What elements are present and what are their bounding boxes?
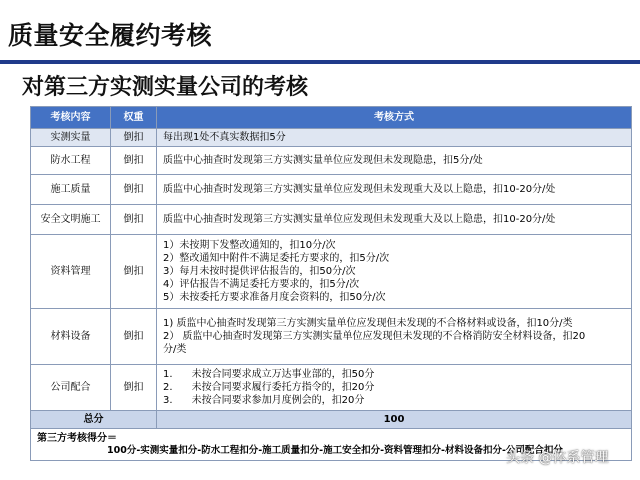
method-line: 5）未按委托方要求准备月度会资料的，扣50分/次 — [163, 292, 386, 303]
row-item: 防水工程 — [31, 147, 111, 175]
row-item: 安全文明施工 — [31, 205, 111, 235]
row-weight: 倒扣 — [111, 129, 157, 147]
method-line: 每出现1处不真实数据扣5分 — [163, 132, 286, 143]
method-line: 2）整改通知中附件不满足委托方要求的，扣5分/次 — [163, 253, 390, 264]
row-item: 施工质量 — [31, 175, 111, 205]
row-method — [157, 175, 632, 205]
row-method — [157, 309, 632, 365]
row-item: 材料设备 — [31, 309, 111, 365]
assessment-table — [30, 106, 632, 461]
method-line: 质监中心抽查时发现第三方实测实量单位应发现但未发现重大及以上隐患，扣10-20分/处 — [163, 184, 556, 195]
row-weight: 倒扣 — [111, 365, 157, 411]
table-row — [31, 365, 632, 411]
table-row — [31, 175, 632, 205]
watermark: 头条 @体系管理 — [506, 450, 609, 466]
table-row — [31, 147, 632, 175]
page-title: 质量安全履约考核 — [8, 21, 213, 50]
method-line: 1. 未按合同要求成立万达事业部的，扣50分 — [163, 369, 375, 380]
method-line: 3）每月未按时提供评估报告的，扣50分/次 — [163, 266, 356, 277]
method-line: 质监中心抽查时发现第三方实测实量单位应发现但未发现隐患，扣5分/处 — [163, 155, 483, 166]
table-row — [31, 309, 632, 365]
method-line: 1）未按期下发整改通知的，扣10分/次 — [163, 240, 336, 251]
row-method — [157, 205, 632, 235]
total-label: 总分 — [31, 411, 157, 429]
row-weight: 倒扣 — [111, 147, 157, 175]
method-line: 2. 未按合同要求履行委托方指令的，扣20分 — [163, 382, 375, 393]
row-weight: 倒扣 — [111, 175, 157, 205]
header-method: 考核方式 — [157, 107, 632, 129]
row-method — [157, 147, 632, 175]
row-method — [157, 129, 632, 147]
row-item: 公司配合 — [31, 365, 111, 411]
row-method — [157, 235, 632, 309]
total-row — [31, 411, 632, 429]
method-line: 分/类 — [163, 344, 187, 355]
row-item: 资料管理 — [31, 235, 111, 309]
title-divider — [0, 60, 640, 64]
row-weight: 倒扣 — [111, 309, 157, 365]
table-row — [31, 235, 632, 309]
row-method — [157, 365, 632, 411]
header-item: 考核内容 — [31, 107, 111, 129]
row-weight: 倒扣 — [111, 235, 157, 309]
method-line: 2） 质监中心抽查时发现第三方实测实量单位应发现但未发现的不合格消防安全材料设备，扣20 — [163, 331, 586, 342]
table-row — [31, 205, 632, 235]
total-value: 100 — [157, 411, 632, 429]
method-line: 3. 未按合同要求参加月度例会的，扣20分 — [163, 395, 365, 406]
row-weight: 倒扣 — [111, 205, 157, 235]
method-line: 质监中心抽查时发现第三方实测实量单位应发现但未发现重大及以上隐患，扣10-20分/处 — [163, 214, 556, 225]
formula-body: 100分-实测实量扣分-防水工程扣分-施工质量扣分-施工安全扣分-资料管理扣分-材料设备扣分-公司配合扣分 — [107, 444, 563, 456]
page-subtitle: 对第三方实测实量公司的考核 — [22, 75, 309, 100]
method-line: 4）评估报告不满足委托方要求的，扣5分/次 — [163, 279, 360, 290]
table-header-row — [31, 107, 632, 129]
method-line: 1) 质监中心抽查时发现第三方实测实量单位应发现但未发现的不合格材料或设备，扣10分/类 — [163, 318, 573, 329]
row-item: 实测实量 — [31, 129, 111, 147]
header-weight: 权重 — [111, 107, 157, 129]
formula-title: 第三方考核得分＝ — [37, 432, 117, 444]
table-row — [31, 129, 632, 147]
